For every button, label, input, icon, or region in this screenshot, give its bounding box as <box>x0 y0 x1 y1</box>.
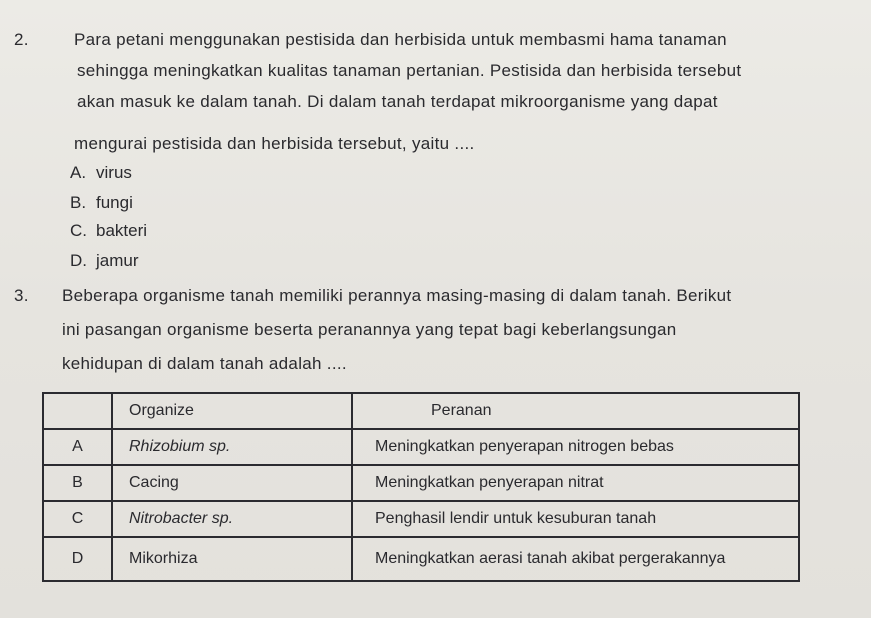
table-row[interactable] <box>43 465 799 501</box>
question-text-line: mengurai pestisida dan herbisida tersebut, yaitu .... <box>74 134 475 153</box>
role-cell: Penghasil lendir untuk kesuburan tanah <box>352 501 799 537</box>
table-row[interactable] <box>43 537 799 581</box>
option-d[interactable]: D. jamur <box>70 251 139 270</box>
question-text-line: Beberapa organisme tanah memiliki perannya masing-masing di dalam tanah. Berikut <box>62 286 732 305</box>
organism-cell: Mikorhiza <box>112 537 352 581</box>
row-label: A <box>43 429 112 465</box>
role-cell: Meningkatkan penyerapan nitrogen bebas <box>352 429 799 465</box>
question-number: 2. <box>14 30 29 49</box>
organism-cell: Cacing <box>112 465 352 501</box>
role-cell: Meningkatkan penyerapan nitrat <box>352 465 799 501</box>
option-c[interactable]: C. bakteri <box>70 221 148 240</box>
option-a[interactable]: A. virus <box>70 163 132 182</box>
organism-table <box>42 392 800 582</box>
question-text-line: akan masuk ke dalam tanah. Di dalam tanah terdapat mikroorganisme yang dapat <box>77 92 718 111</box>
question-text-line: sehingga meningkatkan kualitas tanaman pertanian. Pestisida dan herbisida tersebut <box>77 61 742 80</box>
option-b[interactable]: B. fungi <box>70 193 133 212</box>
row-label: C <box>43 501 112 537</box>
table-header-cell: Peranan <box>352 393 799 429</box>
table-header-cell <box>43 393 112 429</box>
organism-cell: Rhizobium sp. <box>112 429 352 465</box>
table-row[interactable] <box>43 429 799 465</box>
organism-cell: Nitrobacter sp. <box>112 501 352 537</box>
question-text-line: kehidupan di dalam tanah adalah .... <box>62 354 347 373</box>
table-row[interactable] <box>43 501 799 537</box>
question-number: 3. <box>14 286 29 305</box>
question-text-line: Para petani menggunakan pestisida dan herbisida untuk membasmi hama tanaman <box>74 30 727 49</box>
row-label: B <box>43 465 112 501</box>
table-header-cell: Organize <box>112 393 352 429</box>
role-cell: Meningkatkan aerasi tanah akibat pergerakannya <box>352 537 799 581</box>
table-header-row <box>43 393 799 429</box>
row-label: D <box>43 537 112 581</box>
question-text-line: ini pasangan organisme beserta peranannya yang tepat bagi keberlangsungan <box>62 320 677 339</box>
